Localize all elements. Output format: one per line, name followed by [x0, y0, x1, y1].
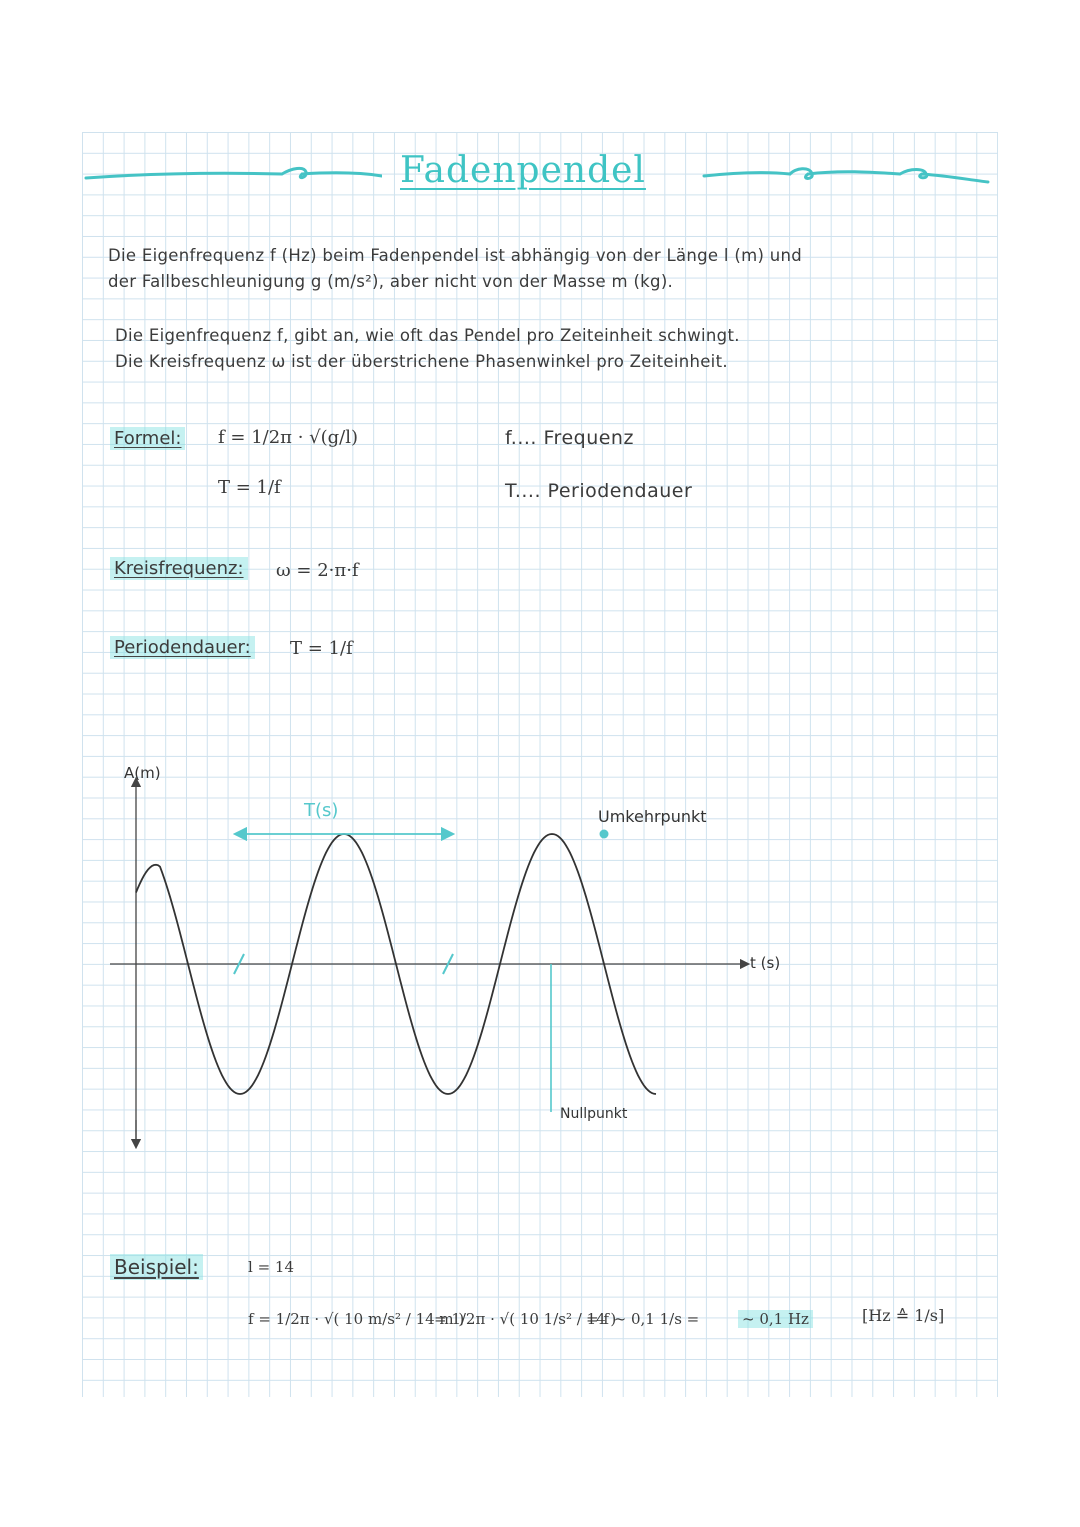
legend-frequency: f.... Frequenz — [505, 427, 634, 449]
definition-line-1: Die Eigenfrequenz f, gibt an, wie oft das Pendel pro Zeiteinheit schwingt. — [115, 326, 740, 345]
definition-line-2: Die Kreisfrequenz ω ist der überstrichene Phasenwinkel pro Zeiteinheit. — [115, 352, 728, 371]
formel-label: Formel: — [110, 427, 185, 450]
frequency-formula: f = 1/2π · √(g/l) — [218, 427, 359, 448]
y-axis-label: A(m) — [124, 764, 161, 782]
zero-point-label: Nullpunkt — [560, 1106, 628, 1122]
oscillation-diagram — [100, 760, 820, 1160]
turning-point-label: Umkehrpunkt — [598, 807, 707, 826]
example-calc-step-1: f = 1/2π · √( 10 m/s² / 14 m ) — [248, 1310, 465, 1328]
example-calc-step-3: = f ~ 0,1 1/s = — [586, 1310, 700, 1328]
periodendauer-formula: T = 1/f — [290, 638, 353, 659]
page-title: Fadenpendel — [400, 150, 646, 191]
example-result: ~ 0,1 Hz — [738, 1310, 813, 1328]
x-axis-label: t (s) — [750, 954, 781, 972]
example-given-length: l = 14 — [248, 1258, 294, 1276]
unit-note: [Hz ≙ 1/s] — [862, 1306, 945, 1325]
kreisfrequenz-label: Kreisfrequenz: — [110, 557, 248, 580]
title-decoration-right — [700, 158, 990, 188]
beispiel-label: Beispiel: — [110, 1254, 203, 1280]
example-calc-step-2: = 1/2π · √( 10 1/s² / 14 ) — [434, 1310, 617, 1328]
period-label: T(s) — [304, 800, 339, 821]
title-decoration-left — [82, 158, 382, 188]
legend-period: T.... Periodendauer — [505, 480, 693, 502]
periodendauer-label: Periodendauer: — [110, 636, 255, 659]
intro-line-1: Die Eigenfrequenz f (Hz) beim Fadenpendel ist abhängig von der Länge l (m) und — [108, 246, 803, 265]
intro-line-2: der Fallbeschleunigung g (m/s²), aber nicht von der Masse m (kg). — [108, 272, 674, 291]
period-formula: T = 1/f — [218, 477, 281, 498]
kreisfrequenz-formula: ω = 2·π·f — [276, 560, 359, 581]
turning-point-marker — [600, 830, 609, 839]
